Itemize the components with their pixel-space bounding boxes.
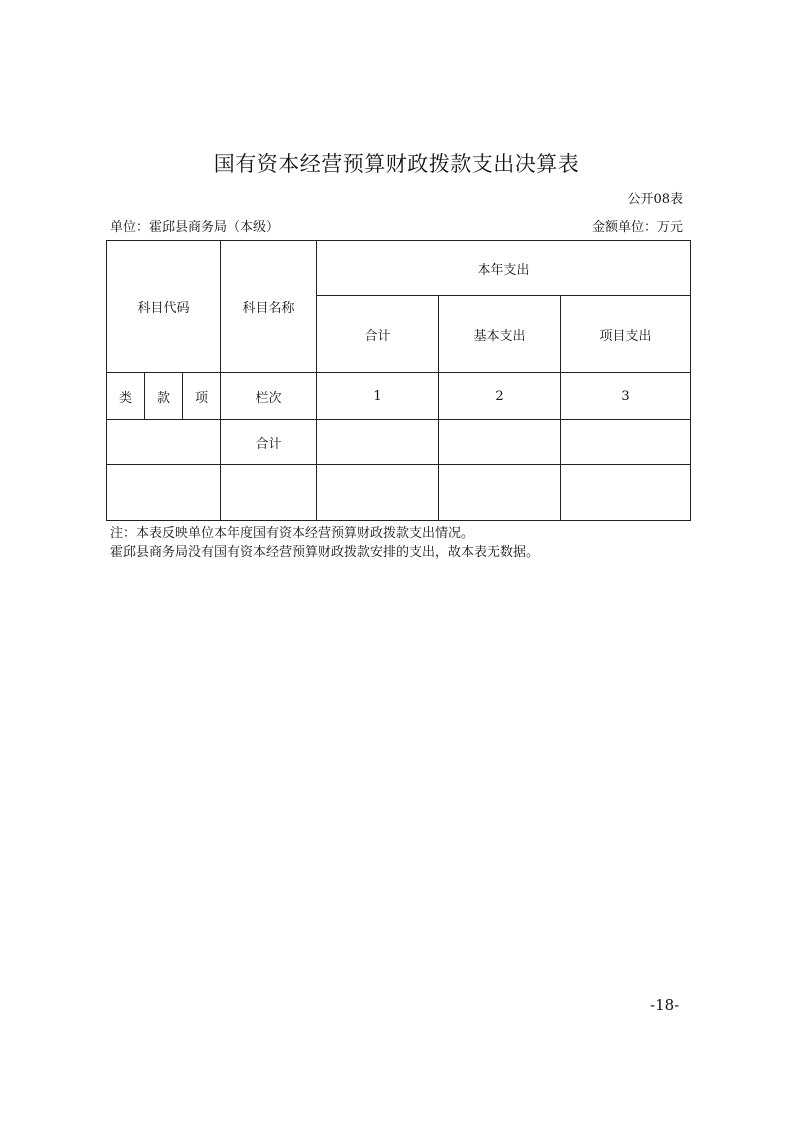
empty-row	[107, 465, 691, 521]
column-label-cell: 栏次	[221, 373, 317, 420]
code-section-cell: 款	[145, 373, 183, 420]
empty-name-cell	[221, 465, 317, 521]
basic-expense-header: 基本支出	[439, 296, 561, 373]
page-title: 国有资本经营预算财政拨款支出决算表	[213, 152, 580, 176]
total-row	[107, 420, 691, 465]
total-sum-cell	[317, 420, 439, 465]
empty-project-cell	[561, 465, 691, 521]
code-item-cell: 项	[183, 373, 221, 420]
note-line: 霍邱县商务局没有国有资本经营预算财政拨款安排的支出，故本表无数据。	[110, 545, 540, 560]
empty-basic-cell	[439, 465, 561, 521]
year-expense-header: 本年支出	[317, 241, 691, 296]
code-class-cell: 类	[107, 373, 145, 420]
project-expense-header: 项目支出	[561, 296, 691, 373]
column-number-row	[107, 373, 691, 420]
total-code-cell	[107, 420, 221, 465]
page-number: -18-	[650, 996, 680, 1014]
empty-code-cell	[107, 465, 221, 521]
column-number-1: 1	[317, 373, 439, 420]
total-column-header: 合计	[317, 296, 439, 373]
unit-label: 单位：霍邱县商务局（本级）	[110, 220, 280, 235]
column-number-2: 2	[439, 373, 561, 420]
column-number-3: 3	[561, 373, 691, 420]
subject-name-header: 科目名称	[221, 241, 317, 373]
header-row-1	[107, 241, 691, 296]
form-number: 公开08表	[627, 192, 683, 207]
empty-sum-cell	[317, 465, 439, 521]
note-line: 注：本表反映单位本年度国有资本经营预算财政拨款支出情况。	[110, 526, 475, 541]
amount-unit-label: 金额单位：万元	[591, 220, 683, 235]
total-project-cell	[561, 420, 691, 465]
total-basic-cell	[439, 420, 561, 465]
expense-table	[106, 240, 691, 521]
subject-code-header: 科目代码	[107, 241, 221, 373]
total-label-cell: 合计	[221, 420, 317, 465]
notes	[110, 524, 539, 562]
